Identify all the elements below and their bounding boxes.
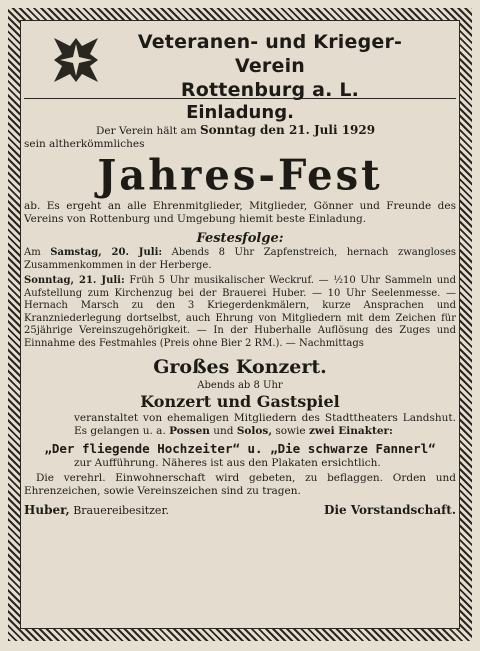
solos-label: Solos, (236, 425, 272, 437)
event-title: Jahres-Fest (97, 150, 383, 201)
club-name (120, 30, 420, 102)
einakter-label: zwei Einakter: (308, 425, 393, 437)
concert-heading: Großes Konzert. (153, 356, 327, 378)
club-name-line2: Rottenburg a. L. (180, 79, 360, 101)
intro-lead: Der Verein hält am (96, 125, 197, 137)
footer (24, 503, 456, 517)
performance-note: zur Aufführung. Näheres ist aus den Plakaten ersichtlich. (74, 457, 381, 469)
event-date: Sonntag den 21. Juli 1929 (200, 123, 376, 137)
concert-time: Abends ab 8 Uhr (197, 380, 283, 391)
advertisement (24, 24, 456, 625)
appeal-text: ab. Es ergeht an alle Ehrenmitglieder, Mitglieder, Gönner und Freunde des Vereins von Rottenburg und Umgebung hiemit beste Einladung. (24, 200, 456, 225)
header (24, 24, 456, 99)
club-name-line1: Veteranen- und Krieger-Verein (137, 31, 403, 77)
host (24, 503, 169, 517)
play-titles: „Der fliegende Hochzeiter“ u. „Die schwarze Fannerl“ (44, 441, 436, 456)
intro-tail: sein altherkömmliches (24, 138, 145, 150)
signature: Die Vorstandschaft. (324, 503, 456, 517)
invitation-heading: Einladung. (186, 102, 294, 123)
und-text: und (213, 425, 234, 437)
sowie-text: sowie (275, 425, 306, 437)
schedule-saturday (24, 247, 456, 272)
iron-cross-icon (48, 32, 104, 88)
saturday-prefix: Am (24, 247, 41, 258)
sunday-label: Sonntag, 21. Juli: (24, 275, 125, 286)
host-name: Huber, (24, 503, 70, 517)
schedule-sunday (24, 275, 456, 350)
host-title: Brauereibesitzer. (73, 504, 169, 517)
closing-note: Die verehrl. Einwohnerschaft wird gebeten, zu beflaggen. Orden und Ehrenzeichen, sowie Vereinszeichen sind zu tragen. (24, 472, 456, 497)
program-heading: Festesfolge: (196, 231, 284, 246)
saturday-label: Samstag, 20. Juli: (50, 247, 163, 258)
concert-subtitle: Konzert und Gastspiel (140, 392, 340, 411)
saturday-text: Abends 8 Uhr Zapfenstreich, hernach zwangloses Zusammenkommen in der Herberge. (24, 247, 456, 271)
sunday-text: Früh 5 Uhr musikalischer Weckruf. — ½10 Uhr Sammeln und Aufstellung zum Kirchenzug bei der Brauerei Huber. — 10 Uhr Seelenmesse. — Hernach Marsch zu den 3 Kriegerdenkmälern, kurze Ansprachen und Kranzniederlegung dortselbst, auch Ehrung von Mitgliedern mit dem Zeichen für 25jährige Vereinszugehörigkeit. — In der Huberhalle Auflösung des Zuges und Einnahme des Festmahles (Preis ohne Bier 2 RM.). — Nachmittags (24, 275, 456, 349)
concert-desc-text: veranstaltet von ehemaligen Mitgliedern des Stadttheaters Landshut. Es gelangen u. a. (74, 412, 456, 437)
possen-label: Possen (169, 425, 210, 437)
concert-description (24, 412, 456, 438)
intro-line (24, 124, 456, 138)
